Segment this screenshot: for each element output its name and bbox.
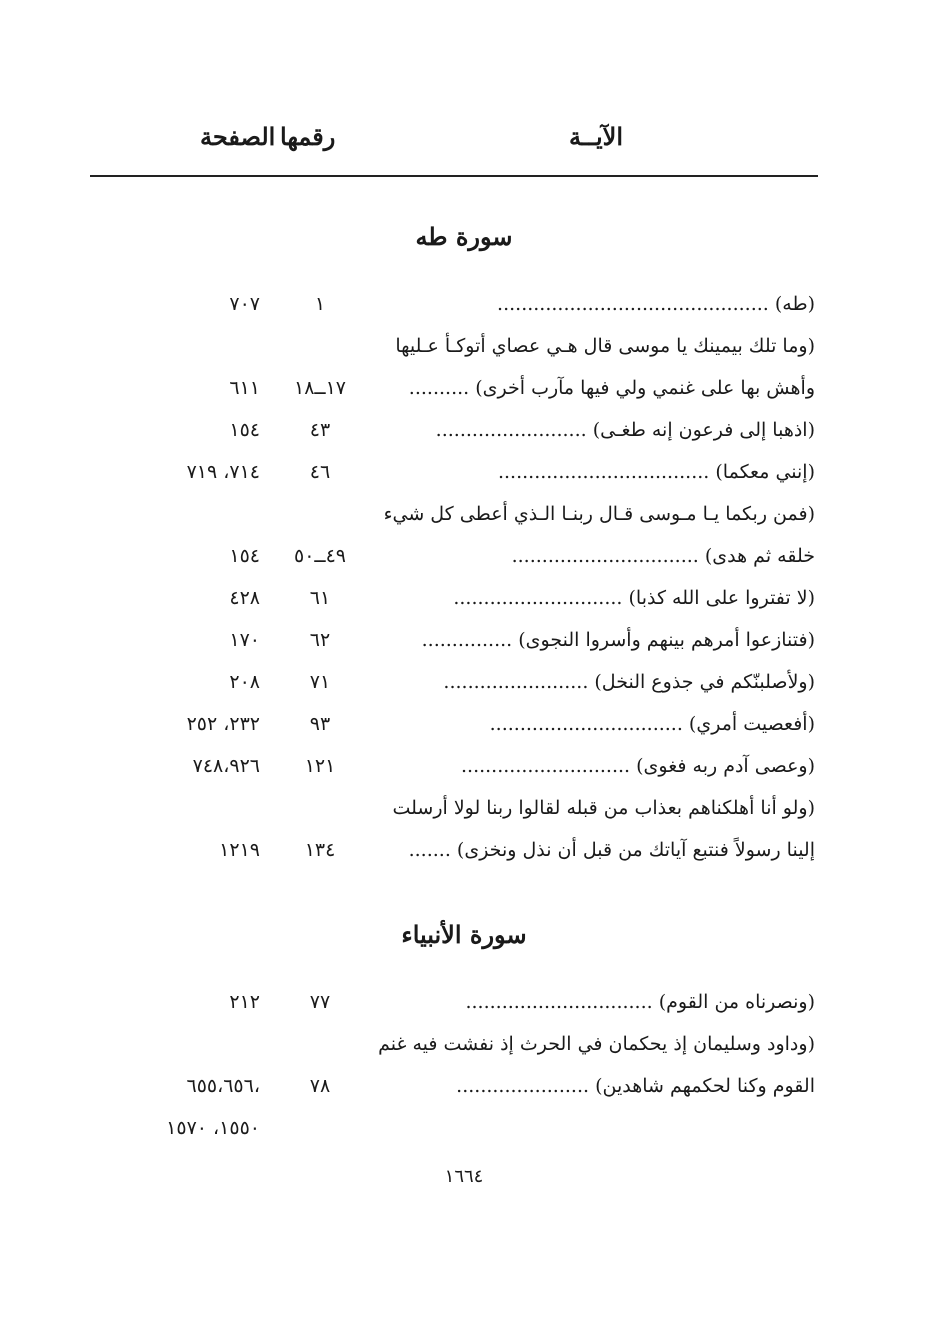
index-row (0, 327, 928, 367)
index-row (0, 831, 928, 871)
ayah-number: ٤٣ (309, 419, 331, 441)
page-ref: ٦١١ (229, 377, 260, 399)
ayah-text: إلينا رسولاً فنتبع آياتك من قبل أن نذل ونخزى) ....... (408, 839, 815, 861)
ayah-number: ١ (314, 293, 326, 315)
ayah-text: وأهش بها على غنمي ولي فيها مآرب أخرى) .......... (408, 377, 815, 399)
index-row (0, 983, 928, 1023)
leader-dots: ............................ (460, 755, 631, 777)
ayah-number: ١٧ــ١٨ (294, 377, 346, 399)
leader-dots: ............................... (465, 991, 653, 1013)
page-ref: ٢١٢ (229, 991, 260, 1013)
leader-dots: ............... (421, 629, 513, 651)
leader-dots: ............................... (511, 545, 699, 567)
page-ref: ٦٥٥،٦٥٦، (186, 1075, 260, 1097)
page-number: ١٦٦٤ (444, 1166, 484, 1187)
ayah-number: ١٣٤ (304, 839, 336, 861)
ayah-text: (وما تلك بيمينك يا موسى قال هـي عصاي أتوكـأ عـليها (395, 335, 815, 357)
index-row (0, 621, 928, 661)
leader-dots: .......... (408, 377, 470, 399)
page-ref: ١٥٥٠، ١٥٧٠ (166, 1117, 260, 1139)
ayah-text: (اذهبا إلى فرعون إنه طغـى) ......................... (435, 419, 815, 441)
index-row (0, 537, 928, 577)
index-row (0, 411, 928, 451)
ayah-number: ١٢١ (304, 755, 336, 777)
index-row (0, 579, 928, 619)
header-divider (90, 175, 818, 177)
ayah-number: ٧٨ (309, 1075, 331, 1097)
index-row (0, 285, 928, 325)
ayah-text: (ولو أنا أهلكناهم بعذاب من قبله لقالوا ربنا لولا أرسلت (392, 797, 815, 819)
ayah-number: ٤٦ (309, 461, 331, 483)
header-number-label: رقمها (280, 122, 336, 151)
leader-dots: ................................ (489, 713, 683, 735)
ayah-text: القوم وكنا لحكمهم شاهدين) ...................... (456, 1075, 815, 1097)
leader-dots: ................................... (497, 461, 710, 483)
ayah-text: (ولأصلبنّكم في جذوع النخل) ........................ (443, 671, 815, 693)
header-ayah-label: الآيــة (569, 122, 623, 151)
ayah-text: (وداود وسليمان إذ يحكمان في الحرث إذ نفشت فيه غنم (378, 1033, 815, 1055)
page-ref: ٧٠٧ (229, 293, 260, 315)
index-row (0, 705, 928, 745)
page-ref: ١٧٠ (229, 629, 260, 651)
ayah-text: (طه) ............................................. (497, 293, 815, 315)
ayah-number: ٧١ (309, 671, 331, 693)
index-row (0, 1109, 928, 1149)
ayah-text: (أفعصيت أمري) ................................ (489, 713, 815, 735)
index-row (0, 747, 928, 787)
header-page-label: الصفحة (200, 122, 276, 151)
index-row (0, 663, 928, 703)
surah-title-anbiya: سورة الأنبياء (401, 920, 527, 949)
leader-dots: ...................... (456, 1075, 590, 1097)
surah-title-taha: سورة طه (415, 222, 513, 251)
ayah-text: (فمن ربكما يـا مـوسى قـال ربنـا الـذي أعطى كل شيء (383, 503, 815, 525)
page-ref: ٧٤٨،٩٢٦ (192, 755, 260, 777)
page-ref: ٢٠٨ (229, 671, 260, 693)
page-ref: ١٢١٩ (219, 839, 260, 861)
ayah-text: (ونصرناه من القوم) ............................... (465, 991, 815, 1013)
page-ref: ١٥٤ (229, 545, 260, 567)
ayah-text: (لا تفتروا على الله كذبا) ............................ (453, 587, 815, 609)
page-ref: ٧١٤، ٧١٩ (186, 461, 260, 483)
ayah-text: (فتنازعوا أمرهم بينهم وأسروا النجوى) ............... (421, 629, 815, 651)
leader-dots: ......................... (435, 419, 587, 441)
ayah-number: ٤٩ــ٥٠ (294, 545, 346, 567)
ayah-number: ٧٧ (309, 991, 331, 1013)
page-ref: ٢٣٢، ٢٥٢ (186, 713, 260, 735)
ayah-text: (إنني معكما) ................................... (497, 461, 815, 483)
index-row (0, 1067, 928, 1107)
leader-dots: ........................ (443, 671, 589, 693)
ayah-text: (وعصى آدم ربه فغوى) ............................ (460, 755, 815, 777)
ayah-number: ٦١ (309, 587, 331, 609)
page-ref: ٤٢٨ (229, 587, 260, 609)
index-row (0, 1025, 928, 1065)
leader-dots: ....... (408, 839, 451, 861)
leader-dots: ............................ (453, 587, 623, 609)
ayah-number: ٦٢ (309, 629, 331, 651)
index-row (0, 453, 928, 493)
ayah-text: خلقه ثم هدى) ............................... (511, 545, 815, 567)
index-row (0, 495, 928, 535)
index-row (0, 789, 928, 829)
index-row (0, 369, 928, 409)
page-ref: ١٥٤ (229, 419, 260, 441)
leader-dots: ............................................. (497, 293, 769, 315)
ayah-number: ٩٣ (309, 713, 331, 735)
